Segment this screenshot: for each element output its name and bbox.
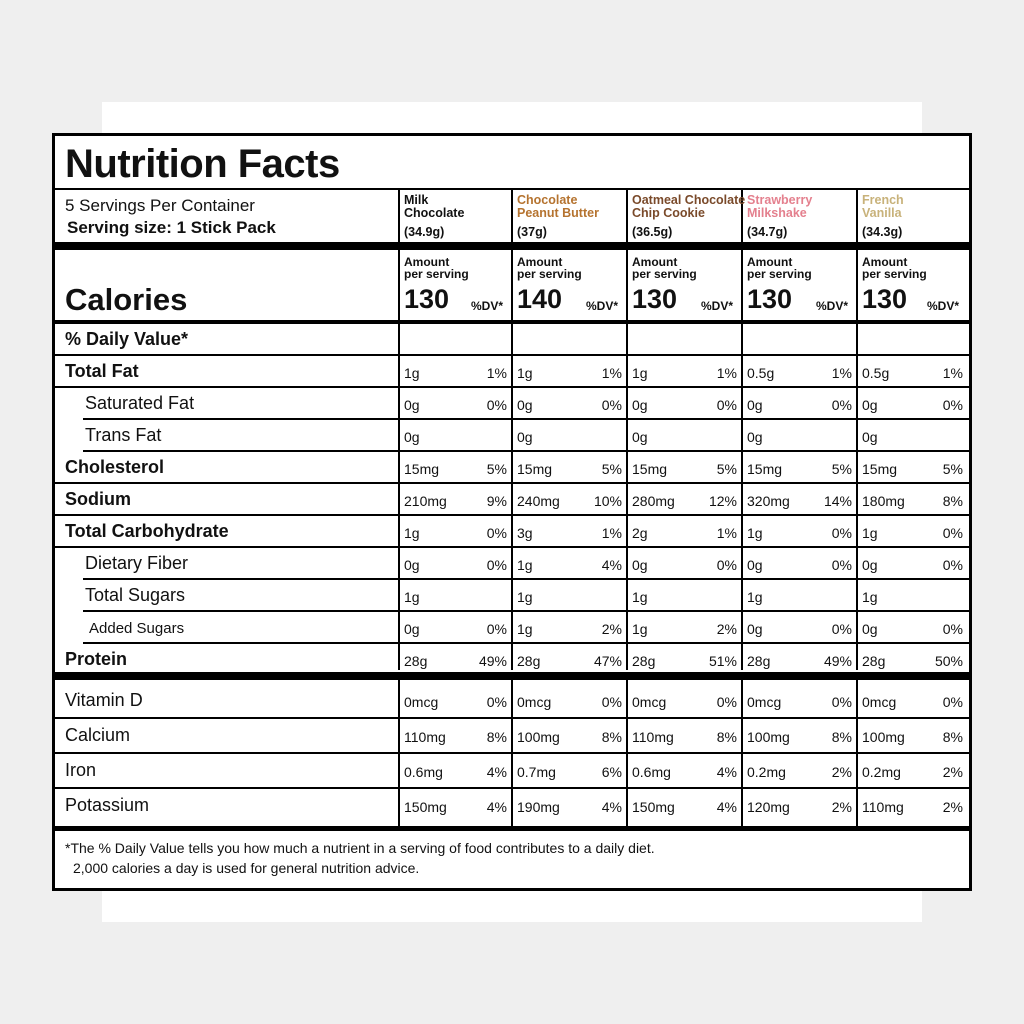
vitamin-dv: 4% bbox=[601, 799, 622, 815]
nutrient-amount: 15mg bbox=[862, 461, 898, 477]
flavor-weight-2: (37g) bbox=[517, 225, 547, 239]
nutrient-amount: 28g bbox=[747, 653, 771, 669]
nutrient-dv: 1% bbox=[942, 365, 963, 381]
column-divider-body-4 bbox=[741, 324, 743, 670]
vitamin-amount: 0mcg bbox=[632, 694, 667, 710]
nutrient-dv: 49% bbox=[823, 653, 852, 669]
nutrient-label-7: Total Sugars bbox=[85, 585, 186, 605]
column-divider-2 bbox=[511, 190, 513, 242]
column-divider-3 bbox=[626, 190, 628, 242]
vitamin-dv: 4% bbox=[486, 764, 507, 780]
vitamin-amount: 110mg bbox=[404, 729, 446, 745]
nutrient-dv: 8% bbox=[942, 493, 963, 509]
footnote-line-1: *The % Daily Value tells you how much a nutrient in a serving of food contributes to a daily diet. bbox=[65, 840, 655, 856]
flavor-name-line2: Chocolate bbox=[404, 206, 465, 220]
nutrient-amount: 1g bbox=[747, 525, 763, 541]
nutrient-label-8: Added Sugars bbox=[89, 620, 185, 637]
vitamin-amount: 0.2mg bbox=[862, 764, 901, 780]
nutrient-dv: 50% bbox=[934, 653, 963, 669]
vitamin-dv: 8% bbox=[486, 729, 507, 745]
nutrient-amount: 2g bbox=[632, 525, 648, 541]
vitamin-row-rule bbox=[55, 787, 969, 789]
nutrient-amount: 15mg bbox=[404, 461, 440, 477]
nutrient-dv: 2% bbox=[716, 621, 737, 637]
nutrient-dv: 0% bbox=[716, 397, 737, 413]
nutrient-dv: 1% bbox=[716, 365, 737, 381]
flavor-weight-4: (34.7g) bbox=[747, 225, 788, 239]
nutrient-amount: 1g bbox=[862, 589, 878, 605]
vitamin-amount: 120mg bbox=[747, 799, 790, 815]
vitamin-label-0: Vitamin D bbox=[65, 690, 143, 710]
nutrient-amount: 0g bbox=[862, 429, 878, 445]
amount-line1: Amount bbox=[862, 255, 908, 269]
nutrient-amount: 0g bbox=[747, 557, 763, 573]
vitamin-dv: 6% bbox=[601, 764, 622, 780]
vitamin-amount: 0.2mg bbox=[747, 764, 786, 780]
column-divider-cal-1 bbox=[398, 250, 400, 320]
nutrient-label-0: Total Fat bbox=[65, 361, 139, 381]
column-divider-cal-3 bbox=[626, 250, 628, 320]
nutrient-dv: 0% bbox=[486, 621, 507, 637]
nutrient-label-4: Sodium bbox=[65, 489, 131, 509]
flavor-name-line2: Peanut Butter bbox=[517, 206, 599, 220]
column-divider-cal-2 bbox=[511, 250, 513, 320]
nutrient-dv: 1% bbox=[831, 365, 852, 381]
vitamin-amount: 150mg bbox=[404, 799, 447, 815]
amount-line2: per serving bbox=[517, 267, 582, 281]
nutrient-dv: 10% bbox=[593, 493, 622, 509]
nutrient-dv: 1% bbox=[601, 525, 622, 541]
vitamin-dv: 8% bbox=[942, 729, 963, 745]
nutrient-dv: 49% bbox=[478, 653, 507, 669]
nutrient-amount: 1g bbox=[747, 589, 763, 605]
nutrient-dv: 47% bbox=[593, 653, 622, 669]
thick-rule-footnote bbox=[55, 826, 969, 831]
nutrient-dv: 0% bbox=[942, 557, 963, 573]
column-divider-body-3 bbox=[626, 324, 628, 670]
column-divider-body-5 bbox=[856, 324, 858, 670]
vitamin-amount: 0mcg bbox=[862, 694, 897, 710]
nutrient-label-3: Cholesterol bbox=[65, 457, 165, 477]
nutrient-amount: 0g bbox=[632, 557, 648, 573]
nutrient-dv: 1% bbox=[716, 525, 737, 541]
vitamin-row-rule bbox=[55, 752, 969, 754]
nutrient-dv: 5% bbox=[601, 461, 622, 477]
nutrient-amount: 1g bbox=[517, 589, 533, 605]
nutrient-dv: 0% bbox=[716, 557, 737, 573]
nutrient-amount: 0g bbox=[517, 429, 533, 445]
vitamin-dv: 2% bbox=[831, 764, 852, 780]
vitamin-amount: 110mg bbox=[862, 799, 904, 815]
flavor-name-line2: Milkshake bbox=[747, 206, 807, 220]
nutrient-dv: 1% bbox=[486, 365, 507, 381]
vitamin-amount: 110mg bbox=[632, 729, 674, 745]
row-rule bbox=[83, 418, 969, 420]
nutrient-amount: 0g bbox=[747, 621, 763, 637]
calories-value-4: 130 bbox=[747, 284, 793, 314]
nutrient-amount: 1g bbox=[517, 621, 533, 637]
flavor-name-4 bbox=[747, 194, 812, 220]
column-divider-cal-4 bbox=[741, 250, 743, 320]
vitamin-dv: 8% bbox=[831, 729, 852, 745]
nutrient-dv: 0% bbox=[831, 621, 852, 637]
vitamin-label-1: Calcium bbox=[65, 725, 131, 745]
vitamin-label-3: Potassium bbox=[65, 795, 150, 815]
nutrient-dv: 5% bbox=[942, 461, 963, 477]
nutrient-dv: 0% bbox=[831, 557, 852, 573]
flavor-name-1 bbox=[404, 194, 464, 220]
vitamin-amount: 0.6mg bbox=[404, 764, 443, 780]
vitamin-amount: 100mg bbox=[747, 729, 790, 745]
vitamin-dv: 0% bbox=[601, 694, 622, 710]
nutrient-amount: 0g bbox=[404, 397, 420, 413]
vitamin-dv: 4% bbox=[716, 764, 737, 780]
flavor-name-line1: French bbox=[862, 193, 904, 207]
row-rule bbox=[83, 610, 969, 612]
vitamin-amount: 100mg bbox=[862, 729, 905, 745]
vitamin-dv: 4% bbox=[486, 799, 507, 815]
amount-line1: Amount bbox=[404, 255, 450, 269]
nutrient-amount: 180mg bbox=[862, 493, 905, 509]
nutrient-amount: 210mg bbox=[404, 493, 447, 509]
vitamin-label-2: Iron bbox=[65, 760, 97, 780]
dv-header-3: %DV* bbox=[701, 299, 734, 313]
vitamin-amount: 150mg bbox=[632, 799, 675, 815]
serving-size: Serving size: 1 Stick Pack bbox=[67, 218, 276, 237]
nutrient-amount: 15mg bbox=[747, 461, 783, 477]
nutrient-amount: 1g bbox=[517, 557, 533, 573]
vitamin-amount: 0mcg bbox=[517, 694, 552, 710]
nutrient-dv: 0% bbox=[486, 397, 507, 413]
dv-header-2: %DV* bbox=[586, 299, 619, 313]
nutrient-amount: 0g bbox=[747, 429, 763, 445]
nutrient-dv: 0% bbox=[942, 397, 963, 413]
nutrient-dv: 5% bbox=[716, 461, 737, 477]
thick-rule-vitamins bbox=[55, 672, 969, 680]
dv-header-5: %DV* bbox=[927, 299, 960, 313]
nutrient-amount: 1g bbox=[404, 525, 420, 541]
flavor-name-line1: Strawberry bbox=[747, 193, 813, 207]
label-title: Nutrition Facts bbox=[65, 142, 340, 186]
nutrient-dv: 0% bbox=[486, 557, 507, 573]
flavor-name-5 bbox=[862, 194, 904, 220]
column-divider-1 bbox=[398, 190, 400, 242]
vitamin-dv: 0% bbox=[942, 694, 963, 710]
nutrition-facts-label bbox=[52, 133, 972, 891]
nutrient-dv: 0% bbox=[486, 525, 507, 541]
vitamin-dv: 2% bbox=[831, 799, 852, 815]
vitamin-dv: 2% bbox=[942, 799, 963, 815]
nutrient-amount: 15mg bbox=[517, 461, 553, 477]
nutrient-dv: 0% bbox=[831, 525, 852, 541]
nutrient-amount: 0.5g bbox=[747, 365, 775, 381]
amount-per-serving-2 bbox=[517, 256, 582, 280]
nutrient-amount: 1g bbox=[404, 365, 420, 381]
daily-value-label: % Daily Value* bbox=[65, 329, 189, 349]
nutrient-amount: 1g bbox=[632, 589, 648, 605]
row-rule bbox=[83, 642, 969, 644]
nutrient-amount: 1g bbox=[404, 589, 420, 605]
nutrient-amount: 28g bbox=[632, 653, 656, 669]
nutrient-dv: 12% bbox=[708, 493, 737, 509]
calories-label: Calories bbox=[65, 282, 188, 317]
nutrient-amount: 0g bbox=[862, 397, 878, 413]
flavor-name-3 bbox=[632, 194, 745, 220]
calories-value-3: 130 bbox=[632, 284, 678, 314]
dv-header-4: %DV* bbox=[816, 299, 849, 313]
nutrient-amount: 0.5g bbox=[862, 365, 890, 381]
amount-line2: per serving bbox=[862, 267, 927, 281]
nutrient-amount: 280mg bbox=[632, 493, 675, 509]
flavor-name-line1: Oatmeal Chocolate bbox=[632, 193, 746, 207]
row-rule bbox=[83, 450, 969, 452]
nutrient-amount: 28g bbox=[517, 653, 541, 669]
nutrient-dv: 5% bbox=[831, 461, 852, 477]
column-divider-cal-5 bbox=[856, 250, 858, 320]
amount-line1: Amount bbox=[632, 255, 678, 269]
nutrient-amount: 0g bbox=[404, 557, 420, 573]
amount-per-serving-5 bbox=[862, 256, 927, 280]
nutrient-dv: 4% bbox=[601, 557, 622, 573]
nutrient-amount: 240mg bbox=[517, 493, 560, 509]
row-rule bbox=[55, 514, 969, 516]
nutrient-dv: 9% bbox=[486, 493, 507, 509]
amount-line2: per serving bbox=[404, 267, 469, 281]
vitamin-amount: 0.6mg bbox=[632, 764, 671, 780]
flavor-name-line1: Milk bbox=[404, 193, 429, 207]
nutrient-label-5: Total Carbohydrate bbox=[65, 521, 229, 541]
nutrient-amount: 0g bbox=[632, 429, 648, 445]
nutrient-amount: 0g bbox=[862, 557, 878, 573]
nutrient-amount: 0g bbox=[404, 621, 420, 637]
vitamin-amount: 0mcg bbox=[404, 694, 439, 710]
nutrient-amount: 1g bbox=[517, 365, 533, 381]
amount-per-serving-4 bbox=[747, 256, 812, 280]
row-rule bbox=[55, 482, 969, 484]
nutrient-amount: 0g bbox=[747, 397, 763, 413]
nutrient-label-9: Protein bbox=[65, 649, 128, 669]
nutrient-dv: 0% bbox=[601, 397, 622, 413]
vitamin-dv: 0% bbox=[716, 694, 737, 710]
nutrient-dv: 0% bbox=[831, 397, 852, 413]
nutrient-label-1: Saturated Fat bbox=[85, 393, 195, 413]
flavor-name-line2: Vanilla bbox=[862, 206, 902, 220]
vitamin-row-rule bbox=[55, 717, 969, 719]
vitamin-dv: 2% bbox=[942, 764, 963, 780]
nutrient-amount: 1g bbox=[862, 525, 878, 541]
nutrient-dv: 14% bbox=[823, 493, 852, 509]
nutrient-amount: 0g bbox=[517, 397, 533, 413]
vitamin-amount: 0.7mg bbox=[517, 764, 556, 780]
calories-value-1: 130 bbox=[404, 284, 450, 314]
amount-per-serving-3 bbox=[632, 256, 697, 280]
servings-per-container: 5 Servings Per Container bbox=[65, 196, 255, 215]
nutrient-amount: 1g bbox=[632, 365, 648, 381]
nutrient-amount: 28g bbox=[404, 653, 428, 669]
nutrient-amount: 0g bbox=[404, 429, 420, 445]
row-rule bbox=[55, 386, 969, 388]
nutrient-dv: 0% bbox=[942, 525, 963, 541]
nutrient-amount: 320mg bbox=[747, 493, 790, 509]
flavor-weight-1: (34.9g) bbox=[404, 225, 445, 239]
rule-daily-value bbox=[55, 354, 969, 356]
row-rule bbox=[55, 546, 969, 548]
vitamin-dv: 0% bbox=[831, 694, 852, 710]
amount-line1: Amount bbox=[747, 255, 793, 269]
flavor-name-2 bbox=[517, 194, 599, 220]
nutrient-dv: 2% bbox=[601, 621, 622, 637]
vitamin-dv: 0% bbox=[486, 694, 507, 710]
nutrient-label-2: Trans Fat bbox=[85, 425, 162, 445]
row-rule bbox=[83, 578, 969, 580]
nutrient-amount: 0g bbox=[632, 397, 648, 413]
flavor-weight-3: (36.5g) bbox=[632, 225, 673, 239]
amount-line1: Amount bbox=[517, 255, 563, 269]
nutrient-amount: 15mg bbox=[632, 461, 668, 477]
thick-rule-header bbox=[55, 242, 969, 250]
dv-header-1: %DV* bbox=[471, 299, 504, 313]
vitamin-dv: 8% bbox=[601, 729, 622, 745]
vitamin-amount: 190mg bbox=[517, 799, 560, 815]
nutrient-amount: 28g bbox=[862, 653, 886, 669]
amount-per-serving-1 bbox=[404, 256, 469, 280]
nutrient-label-6: Dietary Fiber bbox=[85, 553, 189, 573]
footnote-line-2: 2,000 calories a day is used for general nutrition advice. bbox=[73, 860, 420, 876]
flavor-name-line1: Chocolate bbox=[517, 193, 578, 207]
nutrient-amount: 1g bbox=[632, 621, 648, 637]
nutrient-amount: 0g bbox=[862, 621, 878, 637]
vitamin-dv: 8% bbox=[716, 729, 737, 745]
column-divider-body-2 bbox=[511, 324, 513, 670]
flavor-weight-5: (34.3g) bbox=[862, 225, 903, 239]
vitamin-amount: 100mg bbox=[517, 729, 560, 745]
calories-value-5: 130 bbox=[862, 284, 908, 314]
nutrient-dv: 5% bbox=[486, 461, 507, 477]
nutrient-dv: 1% bbox=[601, 365, 622, 381]
calories-value-2: 140 bbox=[517, 284, 563, 314]
nutrient-dv: 0% bbox=[942, 621, 963, 637]
vitamin-dv: 4% bbox=[716, 799, 737, 815]
column-divider-body-1 bbox=[398, 324, 400, 670]
amount-line2: per serving bbox=[747, 267, 812, 281]
amount-line2: per serving bbox=[632, 267, 697, 281]
flavor-name-line2: Chip Cookie bbox=[632, 206, 705, 220]
nutrient-dv: 51% bbox=[708, 653, 737, 669]
vitamin-amount: 0mcg bbox=[747, 694, 782, 710]
column-divider-5 bbox=[856, 190, 858, 242]
nutrient-amount: 3g bbox=[517, 525, 533, 541]
